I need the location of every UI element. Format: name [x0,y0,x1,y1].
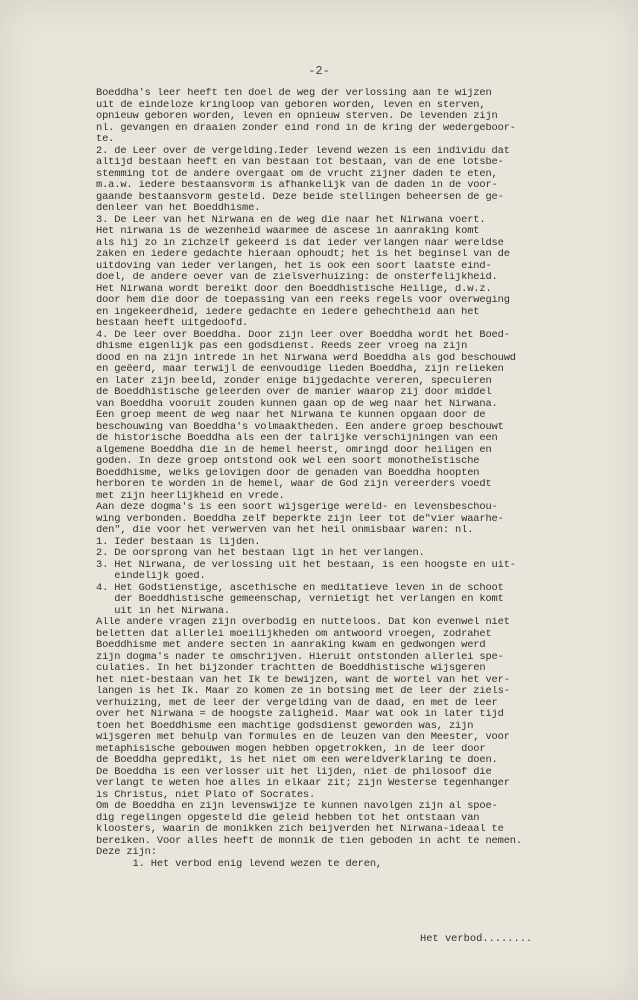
text-line: Een groep meent de weg naar het Nirwana te kunnen opgaan door de [96,410,486,421]
text-line: Het nirwana is de wezenheid waarmee de ascese in aanraking komt [96,226,480,237]
text-line: Boeddhisme, welks gelovigen door de genaden van Boeddha hoopten [96,467,480,479]
text-line: algemene Boeddha die in de hemel heerst, omringd door heiligen en [96,444,492,456]
text-line: dig regelingen opgesteld die geleid hebben tot het ontstaan van [96,812,480,824]
text-line: 2. De oorsprong van het bestaan ligt in het verlangen. [96,548,425,559]
text-line: uit de eindeloze kringloop van geboren worden, leven en sterven, [96,99,486,111]
text-line: goden. In deze groep ontstond ook wel een soort monotheïstische [96,456,480,467]
closing-line: Het verbod........ [420,933,533,945]
text-line: 1. Het verbod enig levend wezen te deren, [96,858,383,870]
text-line: Boeddhisme met andere secten in aanraking kwam en gedwongen werd [96,640,486,651]
text-line: Deze zijn: [96,847,157,858]
text-line: de Boeddha gepredikt, is het niet om een wereldverklaring te doen. [96,755,498,766]
text-line: kloosters, waarin de monikken zich beijverden het Nirwana-ideaal te [96,824,504,835]
text-line: door hem die door de toepassing van een reeks regels voor overweging [96,295,510,306]
text-line: metaphisische gebouwen mogen hebben opgetrokken, in de leer door [96,743,486,755]
text-line: altijd bestaan heeft en van bestaan tot bestaan, van de ene lotsbe- [96,157,504,168]
text-line: eindelijk goed. [96,571,206,582]
text-line: is Christus, niet Plato of Socrates. [96,789,316,801]
text-line: en geëerd, maar terwijl de eenvoudige lieden Boeddha, zijn relieken [96,364,504,375]
text-line: wijsgeren met behulp van formules en de leuzen van den Meester, voor [96,732,510,743]
text-line: over het Nirwana = de hoogste zaligheid. Maar wat ook in later tijd [96,709,504,720]
text-line: langen is het Ik. Maar zo komen ze in botsing met de leer der ziels- [96,686,510,697]
body-text [96,88,574,870]
text-line: en ingekeerdheid, iedere gedachte en iedere gehechtheid aan het [96,306,480,318]
text-line: de historische Boeddha als een der talrijke verschijningen van een [96,433,498,444]
text-line: te. [96,134,115,145]
text-line: m.a.w. iedere bestaansvorm is afhankelijk van de daden in de voor- [96,180,498,191]
text-line: bestaan heeft uitgedoofd. [96,318,249,329]
text-line: herboren te worden in de hemel, waar de God zijn vereerders voedt [96,479,492,490]
text-line: culaties. In het bijzonder trachtten de Boeddhistische wijsgeren [96,663,486,674]
text-line: zaken en iedere gedachte hieraan ophoudt; het is het beginsel van de [96,249,510,260]
text-line: 4. De leer over Boeddha. Door zijn leer over Boeddha wordt het Boed- [96,329,510,341]
text-line: uitdoving van ieder verlangen, het is ook een soort laatste eind- [96,260,492,272]
text-line: 2. de Leer over de vergelding.Ieder levend wezen is een individu dat [96,145,510,157]
text-line: beletten dat allerlei moeilijkheden om antwoord vroegen, zodrahet [96,628,492,640]
text-line: stemming tot de andere overgaat om de vrucht zijner daden te eten, [96,168,498,180]
text-line: Aan deze dogma's is een soort wijsgerige wereld- en levensbeschou- [96,502,498,513]
text-line: den", die voor het verwerven van het heil onmisbaar waren: nl. [96,525,474,536]
text-line: wing verbonden. Boeddha zelf beperkte zijn leer tot de"vier waarhe- [96,513,504,525]
text-line: Het Nirwana wordt bereikt door den Boeddhistische Heilige, d.w.z. [96,283,492,295]
text-line: zijn dogma's nader te omschrijven. Hieruit ontstonden allerlei spe- [96,651,504,663]
text-line: gaande bestaansvorm gesteld. Deze beide stellingen beheersen de ge- [96,191,504,203]
text-line: beschouwing van Boeddha's volmaaktheden. Een andere groep beschouwt [96,421,504,433]
text-line: de Boeddhistische geleerden over de manier waarop zij door middel [96,387,492,398]
page-number: -2- [308,64,330,78]
text-line: als hij zo in zichzelf gekeerd is dat ieder verlangen naar wereldse [96,237,504,249]
text-line: het niet-bestaan van het Ik te bewijzen, want de wortel van het ver- [96,674,510,686]
text-line: 1. Ieder bestaan is lijden. [96,536,261,548]
text-line: Boeddha's leer heeft ten doel de weg der verlossing aan te wijzen [96,88,492,99]
text-line: opnieuw geboren worden, leven en opnieuw sterven. De levenden zijn [96,111,498,122]
text-line: van Boeddha vooruit zouden kunnen gaan op de weg naar het Nirwana. [96,398,498,410]
text-line: bereiken. Voor alles heeft de monnik de tien geboden in acht te nemen. [96,835,522,847]
text-line: nl. gevangen en draaien zonder eind rond in de kring der wedergeboor- [96,122,516,134]
text-line: doel, de andere oever van de zielsverhuizing: de onsterfelijkheid. [96,272,498,283]
text-line: verlangt te weten hoe alles in elkaar zit; zijn Westerse tegenhanger [96,778,510,789]
text-line: De Boeddha is een verlosser uit het lijden, niet de philosoof die [96,766,492,778]
text-line: Om de Boeddha en zijn levenswijze te kunnen navolgen zijn al spoe- [96,801,498,812]
text-line: 3. Het Nirwana, de verlossing uit het bestaan, is een hoogste en uit- [96,559,516,571]
text-line: met zijn heerlijkheid en vrede. [96,490,285,502]
text-line: dood en na zijn intrede in het Nirwana werd Boeddha als god beschouwd [96,352,516,364]
text-line: dhisme eigenlijk pas een godsdienst. Reeds zeer vroeg na zijn [96,341,468,352]
text-line: toen het Boeddhisme een machtige godsdienst geworden was, zijn [96,720,474,732]
text-line: 4. Het Godstienstige, ascethische en meditatieve leven in de schoot [96,582,504,594]
text-line: 3. De Leer van het Nirwana en de weg die naar het Nirwana voert. [96,214,486,226]
text-line: der Boeddhistische gemeenschap, vernietigt het verlangen en komt [96,594,504,605]
text-line: uit in het Nirwana. [96,605,230,617]
text-line: en later zijn beeld, zonder enige bijgedachte vereren, speculeren [96,375,492,387]
text-line: verhuizing, met de leer der vergelding van de daad, en met de leer [96,697,498,709]
text-line: denleer van het Boeddhisme. [96,203,261,214]
text-line: Alle andere vragen zijn overbodig en nutteloos. Dat kon evenwel niet [96,617,510,628]
